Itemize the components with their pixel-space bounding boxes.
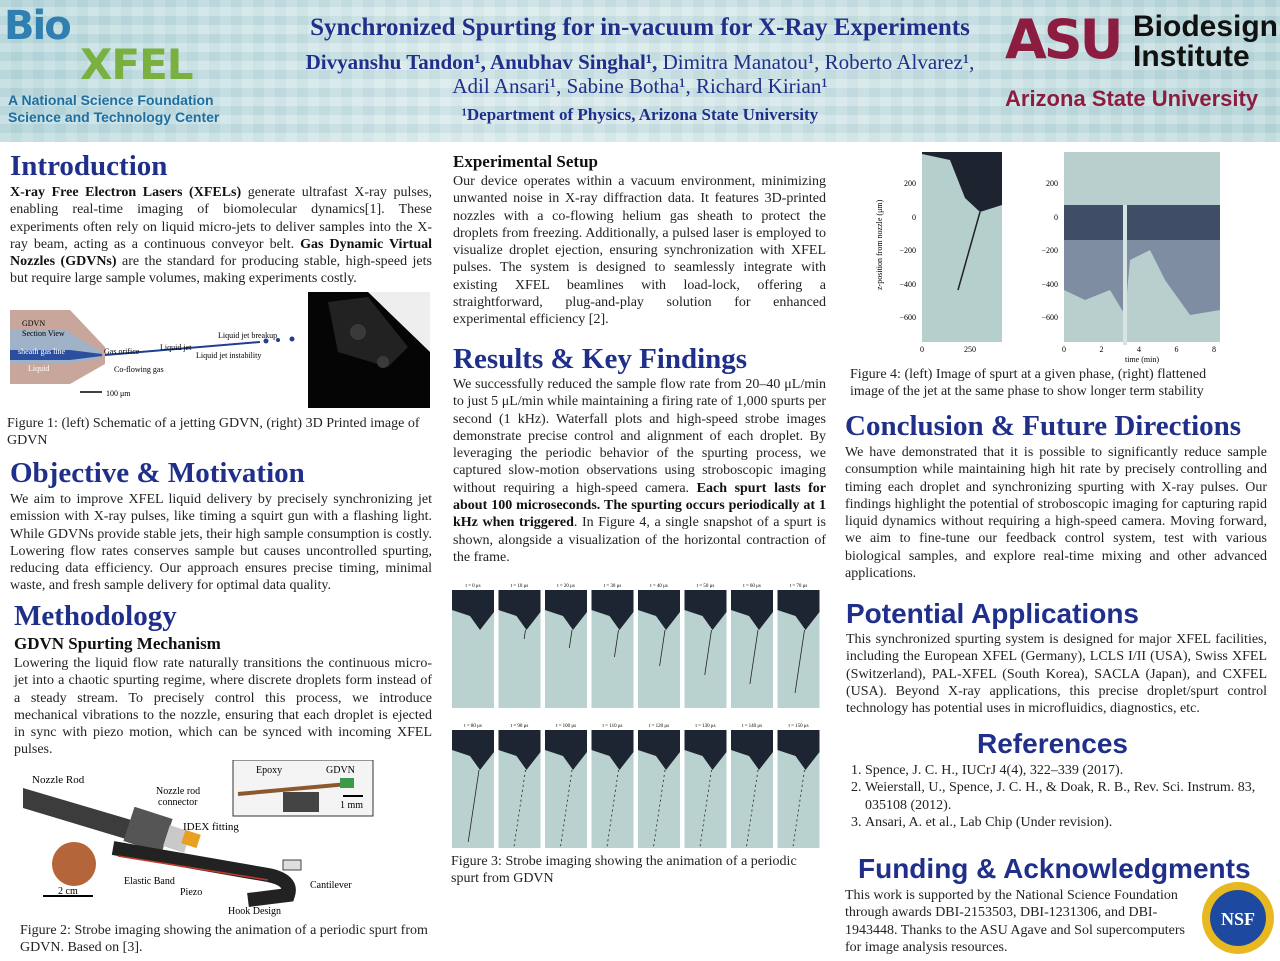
setup-heading: Experimental Setup bbox=[453, 152, 598, 171]
intro-heading: Introduction bbox=[10, 150, 168, 182]
fig4-ytick-right: −400 bbox=[1041, 280, 1058, 289]
bioxfel-subtitle bbox=[8, 92, 219, 126]
fig3-frame-label: t = 30 μs bbox=[603, 584, 622, 589]
intro-term-xfel: X-ray Free Electron Lasers (XFELs) bbox=[10, 185, 242, 200]
fig3-frame-label: t = 90 μs bbox=[510, 724, 529, 729]
fig3-frame-label: t = 50 μs bbox=[696, 584, 715, 589]
results-heading: Results & Key Findings bbox=[453, 343, 748, 375]
fig4-ytick-right: −200 bbox=[1041, 246, 1058, 255]
fig3-frame-label: t = 80 μs bbox=[464, 724, 482, 729]
objective-heading: Objective & Motivation bbox=[10, 457, 305, 489]
methodology-heading: Methodology bbox=[14, 600, 177, 632]
fig1-label-instability: Liquid jet instability bbox=[196, 351, 262, 360]
asu-name: Arizona State University bbox=[1005, 86, 1259, 111]
fig2-label-connector-1: Nozzle rod bbox=[156, 786, 201, 797]
fig4-ytick-left: −200 bbox=[899, 246, 916, 255]
results-text-part1: We successfully reduced the sample flow rate from 20–40 μL/min to just 5 μL/min while maintaining a firing rate of 1,000 spurts per second (1 kHz). Waterfall plots and high-speed strobe images demonstrate precise control and alignment of each droplet. By leveraging the periodic behavior of the spurting process, we captured slow-motion observations using stroboscopic imaging without requiring a high-speed camera. bbox=[453, 377, 826, 496]
authors-rest: Dimitra Manatou¹, Roberto Alvarez¹, bbox=[657, 50, 975, 74]
biodesign-line2: Institute bbox=[1133, 40, 1250, 73]
intro-text-part4: are the standard for producing stable, high-speed jets but require large sample volumes, making experiments costly. bbox=[10, 254, 432, 287]
references-list bbox=[845, 762, 1265, 831]
figure3-caption: Figure 3: Strobe imaging showing the animation of a periodic spurt from GDVN bbox=[451, 854, 797, 886]
fig1-label-scale: 100 μm bbox=[106, 389, 131, 398]
authors-lead: Divyanshu Tandon¹, Anubhav Singhal¹, bbox=[305, 50, 658, 74]
asu-biodesign-logo bbox=[1005, 8, 1279, 130]
fig4-xtick-right: 8 bbox=[1212, 345, 1216, 354]
biodesign-line1: Biodesign bbox=[1133, 10, 1279, 43]
reference-item: 3. Ansari, A. et al., Lab Chip (Under revision). bbox=[865, 814, 1265, 831]
fig4-xlabel-right: time (min) bbox=[1125, 355, 1159, 364]
reference-item: 2. Weierstall, U., Spence, J. C. H., & Doak, R. B., Rev. Sci. Instrum. 83, 035108 (2012). bbox=[865, 779, 1265, 814]
fig1-label-section: Section View bbox=[22, 329, 65, 338]
bioxfel-logo-bio: Bio bbox=[4, 3, 70, 49]
fig3-frame-label: t = 20 μs bbox=[557, 584, 575, 589]
results-text-bold: Each spurt lasts for about 100 microseconds. The spurting occurs periodically at 1 kHz when triggered bbox=[453, 480, 826, 531]
fig4-ytick-right: 200 bbox=[1046, 179, 1058, 188]
fig2-label-idex: IDEX fitting bbox=[183, 821, 239, 833]
fig3-frame-label: t = 110 μs bbox=[602, 724, 623, 729]
fig2-label-elastic: Elastic Band bbox=[124, 876, 175, 887]
fig1-label-coflow: Co-flowing gas bbox=[114, 365, 164, 374]
figure3-strobe-frames bbox=[451, 578, 821, 850]
biodesign-wordmark bbox=[1133, 12, 1278, 72]
results-text-part3: . In Figure 4, a single snapshot of a spurt is shown, alongside a visualization of the horizontal contraction of the frame. bbox=[453, 515, 826, 565]
fig3-frame-label: t = 40 μs bbox=[650, 584, 668, 589]
fig2-label-rod: Nozzle Rod bbox=[32, 774, 85, 786]
figure2-caption: Figure 2: Strobe imaging showing the animation of a periodic spurt from GDVN. Based on [3]. bbox=[20, 923, 428, 955]
figure4-caption: Figure 4: (left) Image of spurt at a given phase, (right) flattened image of the jet at the same phase to show longer term stability bbox=[850, 367, 1207, 399]
fig2-label-1mm: 1 mm bbox=[340, 800, 364, 811]
intro-text bbox=[10, 184, 432, 288]
fig4-xtick-right: 4 bbox=[1137, 345, 1141, 354]
fig2-label-hook: Hook Design bbox=[228, 906, 282, 917]
authors-line2: Adil Ansari¹, Sabine Botha¹, Richard Kirian¹ bbox=[452, 74, 828, 98]
fig1-label-orifice: Gas orifice bbox=[104, 347, 140, 356]
setup-text: Our device operates within a vacuum environment, minimizing unwanted noise in X-ray diffraction data. It features 3D-printed nozzles with a co-flowing helium gas sheath to protect the droplets from freezing. Additionally, a pulsed laser is employed to visualize droplet ejection, ensuring synchronization with XFEL pulses. The system is designed to seamlessly integrate with existing XFEL beamlines with load-lock, offering a straightforward, plug-and-play solution for enhanced experimental efficiency [2]. bbox=[453, 174, 826, 328]
methodology-subheading: GDVN Spurting Mechanism bbox=[14, 634, 221, 653]
conclusion-heading: Conclusion & Future Directions bbox=[845, 410, 1242, 442]
bioxfel-logo-xfel: XFEL bbox=[80, 40, 193, 89]
fig4-xtick-right: 6 bbox=[1174, 345, 1179, 354]
results-text bbox=[453, 376, 826, 566]
fig1-label-sheath: sheath gas line bbox=[18, 347, 66, 356]
nsf-logo bbox=[1200, 880, 1276, 956]
poster-title: Synchronized Spurting for in-vacuum for X-Ray Experiments bbox=[310, 14, 970, 41]
figure1-schematic bbox=[10, 292, 298, 410]
fig3-frame-label: t = 130 μs bbox=[695, 724, 716, 729]
fig4-ylabel: z-position from nozzle (μm) bbox=[875, 199, 884, 290]
conclusion-text: We have demonstrated that it is possible to significantly reduce sample consumption while maintaining high hit rate by precisely controlling and timing each droplet and synchronizing spurting with X-ray pulses. Our findings highlight the potential of stroboscopic imaging for capturing rapid liquid dynamics without requiring a high-speed camera. Moving forward, we aim to fine-tune our feedback control system, test with various biological samples, and explore real-time mixing and other advanced applications. bbox=[845, 445, 1267, 582]
fig1-label-gdvn: GDVN bbox=[22, 319, 46, 328]
fig2-label-connector-2: connector bbox=[158, 797, 198, 808]
fig1-label-jet: Liquid jet bbox=[160, 343, 192, 352]
fig2-label-2cm: 2 cm bbox=[58, 886, 78, 897]
fig3-frame-label: t = 70 μs bbox=[789, 584, 808, 589]
bioxfel-subtitle-line2: Science and Technology Center bbox=[8, 109, 220, 125]
figure1-3d-print-photo bbox=[308, 292, 430, 408]
fig4-xtick-left: 250 bbox=[964, 345, 976, 354]
reference-item: 1. Spence, J. C. H., IUCrJ 4(4), 322–339 (2017). bbox=[865, 762, 1265, 779]
applications-heading: Potential Applications bbox=[846, 598, 1139, 629]
fig4-xtick-left: 0 bbox=[920, 345, 924, 354]
fig3-frame-label: t = 60 μs bbox=[743, 584, 761, 589]
fig4-ytick-left: 0 bbox=[912, 213, 916, 222]
fig4-ytick-left: −400 bbox=[899, 280, 916, 289]
bioxfel-subtitle-line1: A National Science Foundation bbox=[8, 92, 214, 108]
references-heading: References bbox=[977, 728, 1128, 759]
fig4-ytick-right: −600 bbox=[1041, 313, 1058, 322]
intro-term-gdvn: Gas Dynamic Virtual Nozzles (GDVNs) bbox=[10, 236, 433, 270]
funding-text: This work is supported by the National Science Foundation through awards DBI-2153503, DBI-1231306, and DBI-1943448. Thanks to the ASU Agave and Sol supercomputers for image analysis resources. bbox=[845, 888, 1185, 955]
figure2-device-diagram bbox=[18, 760, 428, 920]
figure1-caption: Figure 1: (left) Schematic of a jetting GDVN, (right) 3D Printed image of GDVN bbox=[7, 416, 420, 448]
author-list bbox=[250, 50, 1030, 98]
fig4-ytick-left: −600 bbox=[899, 313, 916, 322]
poster-header bbox=[0, 0, 1280, 142]
funding-heading: Funding & Acknowledgments bbox=[858, 853, 1251, 884]
fig4-ytick-left: 200 bbox=[904, 179, 916, 188]
nsf-logo-text: NSF bbox=[1220, 909, 1256, 929]
intro-text-part2: generate ultrafast X-ray pulses, enabling real-time imaging of biomolecular dynamics[1]. These experiments often rely on liquid micro-jets to deliver samples into the X-ray beam, acting as a continuous conveyor belt. bbox=[10, 185, 432, 252]
fig3-frame-label: t = 120 μs bbox=[648, 724, 670, 729]
figure4-spurt-and-waterfall bbox=[870, 150, 1230, 368]
fig1-label-liquid: Liquid bbox=[28, 364, 50, 373]
fig2-label-gdvn: GDVN bbox=[326, 765, 355, 776]
applications-text: This synchronized spurting system is designed for major XFEL facilities, including the European XFEL (Germany), LCLS I/II (USA), Swiss XFEL (Switzerland), PAL-XFEL (South Korea), SACLA (Japan), and CXFEL (USA). Beyond X-ray applications, this precise droplet/spurt control technology has potential uses in microfluidics, diagnostics, etc. bbox=[846, 632, 1267, 717]
fig4-xtick-right: 0 bbox=[1062, 345, 1066, 354]
methodology-text: Lowering the liquid flow rate naturally transitions the continuous micro-jet into a chaotic spurting regime, where discrete droplets form instead of a steady stream. To precisely control this process, we introduce mechanical vibrations to the nozzle, ensuring that each droplet is ejected in sync with piezo motion, which can be synced with incoming XFEL pulses. bbox=[14, 656, 432, 758]
affiliation: ¹Department of Physics, Arizona State University bbox=[461, 105, 819, 124]
fig3-frame-label: t = 10 μs bbox=[510, 584, 529, 589]
objective-text: We aim to improve XFEL liquid delivery by precisely synchronizing jet emission with X-ray pulses, like timing a squirt gun with a flashing light. While GDVNs provide stable jets, their high sample consumption is costly. Lowering flow rates conserves sample but causes uncontrolled spurting, reducing data efficiency. Our approach ensures precise timing, minimal waste, and fresh sample delivery for optimal data quality. bbox=[10, 492, 432, 594]
fig3-frame-label: t = 0 μs bbox=[465, 584, 481, 589]
asu-mark: ASU bbox=[1005, 8, 1121, 71]
fig4-xtick-right: 2 bbox=[1099, 345, 1104, 354]
fig3-frame-label: t = 140 μs bbox=[741, 724, 763, 729]
fig3-frame-label: t = 100 μs bbox=[555, 724, 577, 729]
fig2-label-epoxy: Epoxy bbox=[256, 765, 283, 776]
fig2-label-piezo: Piezo bbox=[180, 887, 203, 898]
fig3-frame-label: t = 150 μs bbox=[788, 724, 809, 729]
fig2-label-cantilever: Cantilever bbox=[310, 880, 352, 891]
fig1-label-breakup: Liquid jet breakup bbox=[218, 331, 278, 340]
fig4-ytick-right: 0 bbox=[1054, 213, 1058, 222]
